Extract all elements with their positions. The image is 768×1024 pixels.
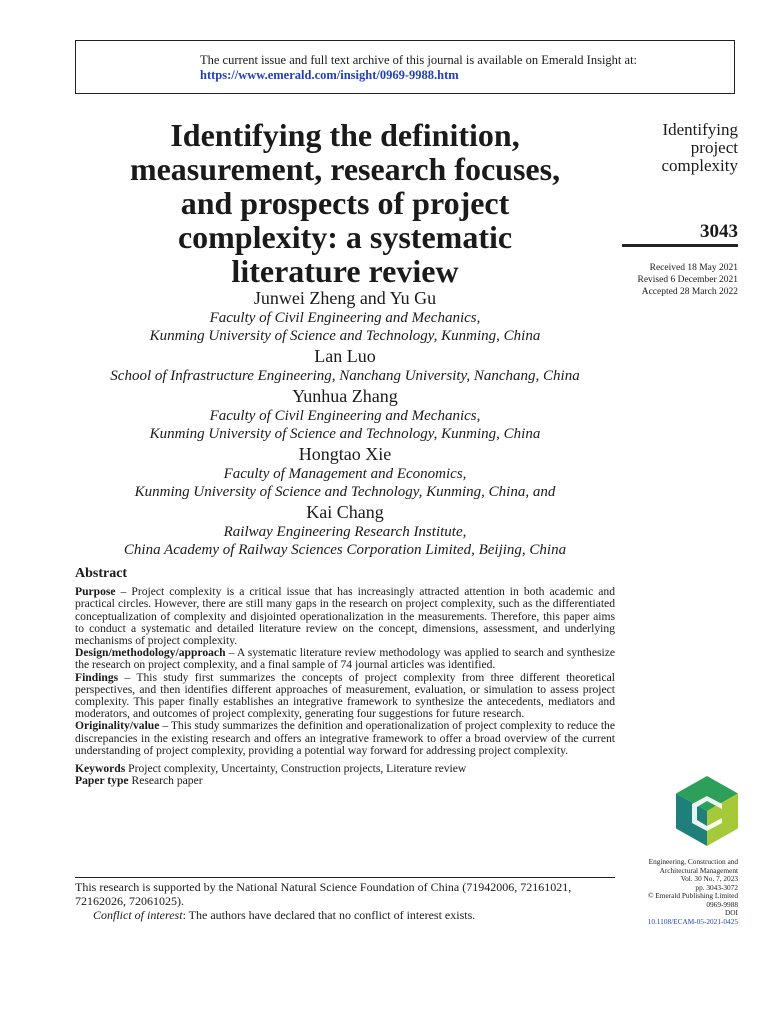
journal-pages: pp. 3043-3072: [695, 882, 738, 892]
originality-text: – This study summarizes the definition and operationalization of project complexity to reduce the discrepancies in the existing research and offers an integrative framework to offer a broad overview of the current understanding of project complexity, providing a potential way forward for addressing project complexity.: [75, 719, 615, 757]
article-dates: [600, 262, 738, 298]
accepted-date: Accepted 28 March 2022: [641, 287, 738, 297]
author-affiliation: Faculty of Management and Economics,: [223, 466, 467, 482]
author-affiliation: Kunming University of Science and Technology, Kunming, China, and: [134, 484, 556, 500]
banner-url-link[interactable]: https://www.emerald.com/insight/0969-9988.htm: [200, 68, 459, 82]
journal-name-line: Engineering, Construction and: [648, 857, 738, 866]
abstract-purpose: [75, 586, 615, 647]
journal-doi: [600, 909, 738, 926]
conflict-text: : The authors have declared that no conflict of interest exists.: [182, 908, 476, 922]
running-head-line: project: [690, 138, 738, 157]
paper-type-text: Research paper: [128, 774, 203, 788]
author-affiliation: School of Infrastructure Engineering, Nanchang University, Nanchang, China: [110, 368, 580, 384]
journal-volume: Vol. 30 No. 7, 2023: [680, 874, 738, 883]
title-line: measurement, research focuses,: [129, 151, 561, 187]
abstract-paper-type: [75, 775, 615, 787]
keywords-label: Keywords: [75, 762, 126, 776]
design-text: – A systematic literature review methodology was applied to search and synthesize the research on project complexity, and a final sample of 74 journal articles was identified.: [75, 646, 615, 672]
footnote: [75, 881, 615, 923]
abstract-section: [75, 568, 615, 787]
received-date: Received 18 May 2021: [649, 263, 738, 273]
keywords-text: Project complexity, Uncertainty, Construction projects, Literature review: [125, 762, 467, 776]
author-affiliation: Railway Engineering Research Institute,: [223, 524, 467, 540]
abstract-originality: [75, 720, 615, 757]
author-name: Yunhua Zhang: [292, 386, 398, 406]
purpose-text: – Project complexity is a critical issue that has increasingly attracted attention in both academic and practical circles. However, there are still many gaps in the research on project complexity, such as the differentiated conceptualization of complexity and disjointed operationalization in the measurements. Therefore, this paper aims to conduct a systematic and detailed literature review on the concept, dimensions, assessment, and underlying mechanisms of project complexity.: [75, 585, 615, 648]
author-name: Hongtao Xie: [298, 444, 392, 464]
funding-note: This research is supported by the National Natural Science Foundation of China (71942006, 72161021, 72162026, 72061025).: [75, 880, 572, 908]
title-line: and prospects of project: [180, 185, 510, 221]
page-number: 3043: [700, 221, 738, 242]
purpose-label: Purpose: [75, 585, 116, 599]
conflict-label: Conflict of interest: [93, 908, 183, 922]
title-line: literature review: [231, 253, 459, 289]
doi-label: DOI: [725, 908, 738, 917]
author-affiliation: China Academy of Railway Sciences Corporation Limited, Beijing, China: [123, 542, 567, 558]
abstract-design: [75, 647, 615, 671]
title-line: complexity: a systematic: [177, 219, 513, 255]
abstract-heading: Abstract: [75, 566, 128, 581]
running-head-line: Identifying: [662, 120, 738, 139]
journal-copyright: © Emerald Publishing Limited: [647, 891, 738, 900]
findings-label: Findings: [75, 670, 119, 684]
author-name: Kai Chang: [306, 502, 384, 522]
revised-date: Revised 6 December 2021: [637, 275, 738, 285]
author-affiliation: Faculty of Civil Engineering and Mechanics,: [209, 310, 481, 326]
abstract-findings: [75, 672, 615, 721]
author-name: Lan Luo: [314, 346, 376, 366]
ecam-journal-logo-icon: [676, 776, 738, 846]
title-line: Identifying the definition,: [170, 117, 520, 153]
journal-issn: 0969-9988: [706, 899, 738, 909]
design-label: Design/methodology/approach: [75, 646, 226, 660]
running-head: [610, 121, 738, 175]
page-number-rule: [622, 244, 738, 247]
journal-archive-banner: [75, 40, 735, 94]
journal-name-line: Architectural Management: [659, 865, 738, 875]
doi-link[interactable]: 10.1108/ECAM-05-2021-0425: [647, 916, 738, 926]
paper-title: [75, 118, 615, 288]
paper-type-label: Paper type: [75, 774, 129, 788]
author-affiliation: Faculty of Civil Engineering and Mechanics,: [209, 408, 481, 424]
author-affiliation: Kunming University of Science and Technology, Kunming, China: [149, 426, 541, 442]
author-list: [75, 287, 615, 559]
running-head-line: complexity: [661, 156, 738, 175]
originality-label: Originality/value: [75, 719, 160, 733]
footnote-divider: [75, 877, 615, 878]
author-name: Junwei Zheng and Yu Gu: [253, 288, 437, 308]
findings-text: – This study first summarizes the concepts of project complexity from three different theoretical perspectives, and then identifies different approaches of measurement, evaluation, or simulation to assess project complexity. This paper finally establishes an integrative framework to synthesize the antecedents, mediators and moderators, and outcomes of project complexity, generating four suggestions for future research.: [75, 670, 615, 721]
banner-text: The current issue and full text archive of this journal is available on Emerald Insight at:: [200, 53, 638, 67]
journal-info: [600, 858, 738, 926]
conflict-note: [75, 909, 615, 923]
author-affiliation: Kunming University of Science and Technology, Kunming, China: [149, 328, 541, 344]
